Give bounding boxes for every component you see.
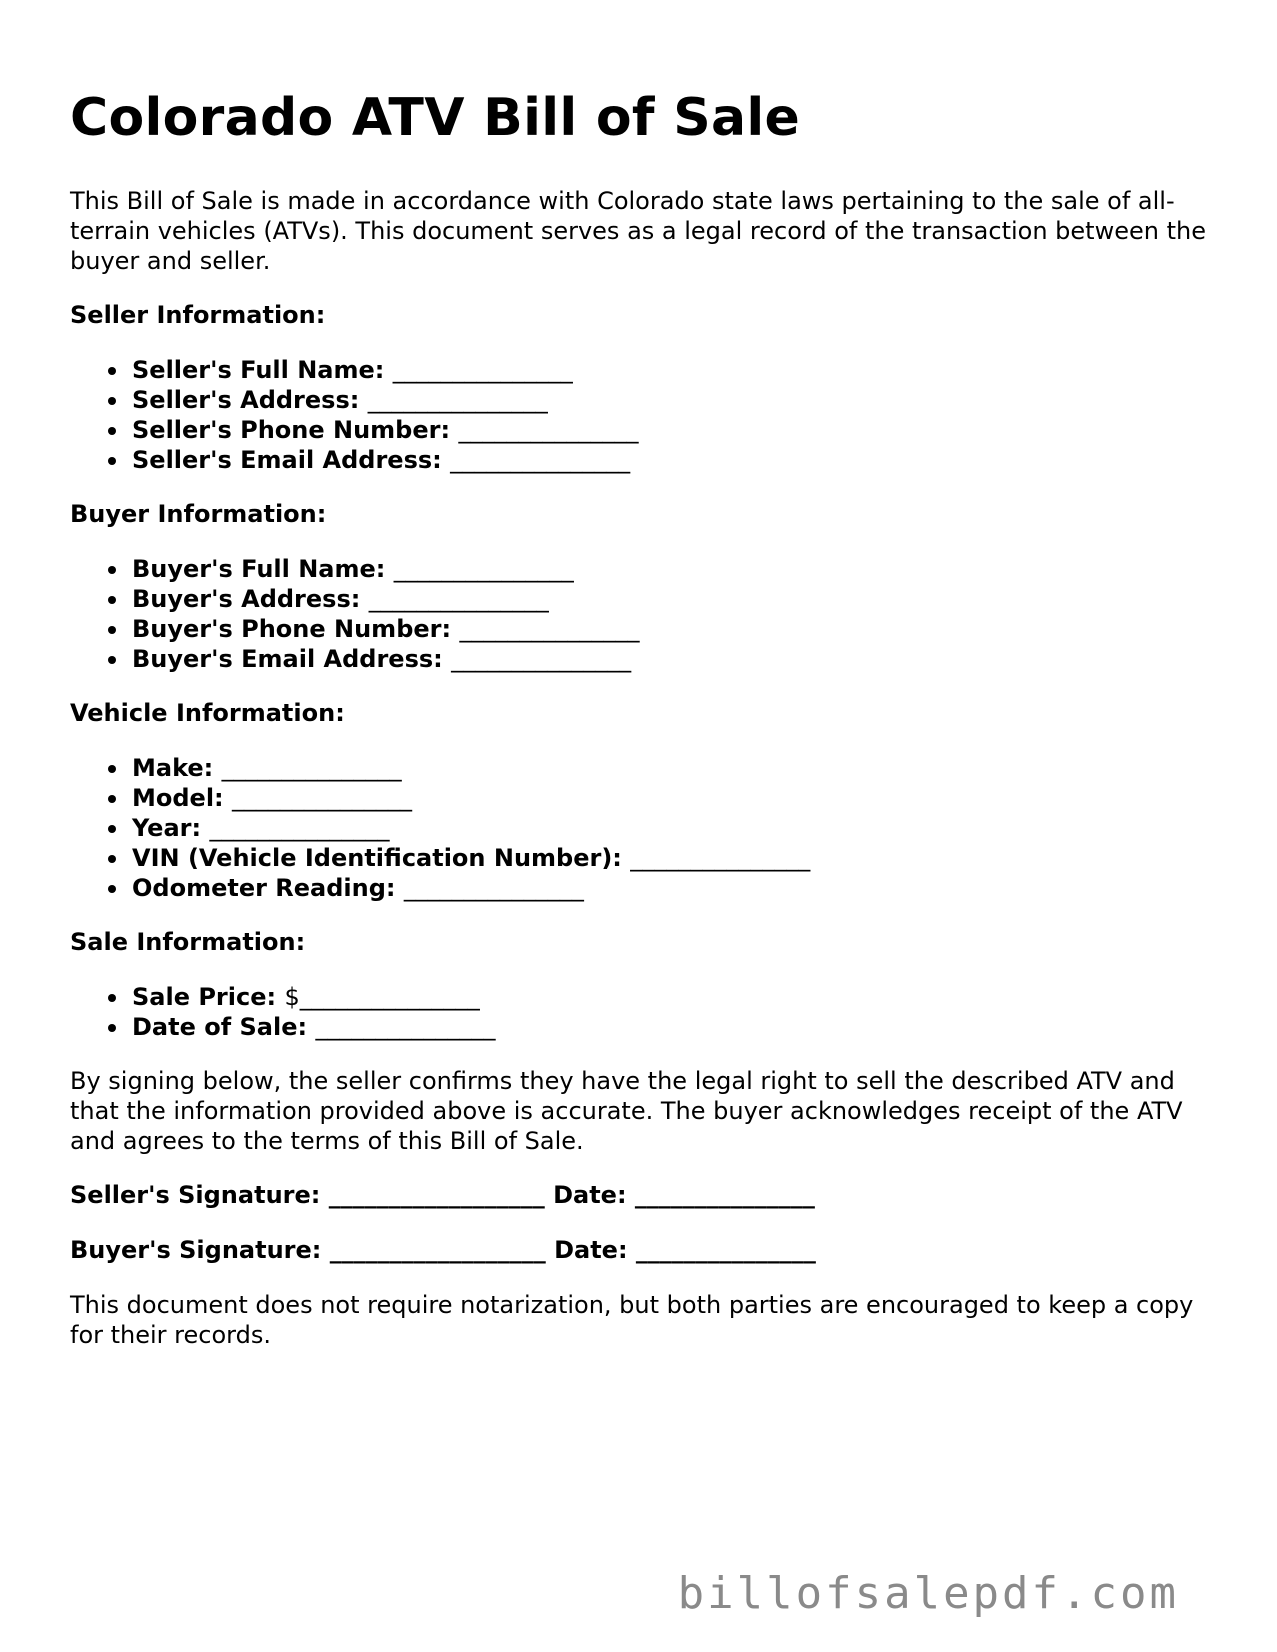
vehicle-field-list — [70, 753, 1210, 903]
fill-line[interactable]: _______________ — [630, 844, 811, 872]
buyer-address-field[interactable]: Buyer's Address: _______________ — [132, 584, 1210, 614]
date-line[interactable]: _______________ — [634, 1181, 815, 1209]
watermark: billofsalepdf.com — [677, 1568, 1179, 1619]
buyer-signature-row[interactable]: Buyer's Signature: __________________ Date: _______________ — [70, 1236, 816, 1264]
seller-address-field[interactable]: Seller's Address: _______________ — [132, 385, 1210, 415]
vehicle-year-field[interactable]: Year: _______________ — [132, 813, 1210, 843]
intro-paragraph: This Bill of Sale is made in accordance with Colorado state laws pertaining to the sale of all-terrain vehicles (ATVs). This document serves as a legal record of the transaction between the buyer and seller. — [70, 187, 1206, 275]
seller-email-field[interactable]: Seller's Email Address: _______________ — [132, 445, 1210, 475]
fill-line[interactable]: _______________ — [459, 615, 640, 643]
buyer-full-name-field[interactable]: Buyer's Full Name: _______________ — [132, 554, 1210, 584]
vehicle-model-field[interactable]: Model: _______________ — [132, 783, 1210, 813]
fill-line[interactable]: _______________ — [451, 645, 632, 673]
vehicle-make-field[interactable]: Make: _______________ — [132, 753, 1210, 783]
fill-line[interactable]: _______________ — [315, 1013, 496, 1041]
fill-line[interactable]: $_______________ — [284, 983, 480, 1011]
buyer-section-heading: Buyer Information: — [70, 500, 327, 528]
seller-section-heading: Seller Information: — [70, 301, 326, 329]
buyer-field-list — [70, 554, 1210, 674]
seller-field-list — [70, 355, 1210, 475]
fill-line[interactable]: _______________ — [392, 356, 573, 384]
seller-signature-row[interactable]: Seller's Signature: __________________ Date: _______________ — [70, 1181, 815, 1209]
closing-paragraph: By signing below, the seller confirms they have the legal right to sell the described ATV and that the information provided above is accurate. The buyer acknowledges receipt of the ATV and agrees to the terms of this Bill of Sale. — [70, 1067, 1183, 1155]
signature-line[interactable]: __________________ — [328, 1181, 545, 1209]
seller-phone-field[interactable]: Seller's Phone Number: _______________ — [132, 415, 1210, 445]
fill-line[interactable]: _______________ — [367, 386, 548, 414]
sale-field-list — [70, 982, 1210, 1042]
fill-line[interactable]: _______________ — [209, 814, 390, 842]
buyer-email-field[interactable]: Buyer's Email Address: _______________ — [132, 644, 1210, 674]
fill-line[interactable]: _______________ — [221, 754, 402, 782]
document-title: Colorado ATV Bill of Sale — [70, 88, 801, 148]
fill-line[interactable]: _______________ — [403, 874, 584, 902]
signature-line[interactable]: __________________ — [329, 1236, 546, 1264]
buyer-phone-field[interactable]: Buyer's Phone Number: _______________ — [132, 614, 1210, 644]
sale-date-field[interactable]: Date of Sale: _______________ — [132, 1012, 1210, 1042]
footer-note: This document does not require notarization, but both parties are encouraged to keep a copy for their records. — [70, 1291, 1194, 1349]
seller-full-name-field[interactable]: Seller's Full Name: _______________ — [132, 355, 1210, 385]
vehicle-section-heading: Vehicle Information: — [70, 699, 345, 727]
fill-line[interactable]: _______________ — [450, 446, 631, 474]
fill-line[interactable]: _______________ — [232, 784, 413, 812]
document-page — [70, 88, 1210, 1350]
sale-price-field[interactable]: Sale Price: $_______________ — [132, 982, 1210, 1012]
fill-line[interactable]: _______________ — [368, 585, 549, 613]
fill-line[interactable]: _______________ — [393, 555, 574, 583]
fill-line[interactable]: _______________ — [458, 416, 639, 444]
vehicle-vin-field[interactable]: VIN (Vehicle Identification Number): _______________ — [132, 843, 1210, 873]
date-line[interactable]: _______________ — [635, 1236, 816, 1264]
vehicle-odometer-field[interactable]: Odometer Reading: _______________ — [132, 873, 1210, 903]
sale-section-heading: Sale Information: — [70, 928, 306, 956]
